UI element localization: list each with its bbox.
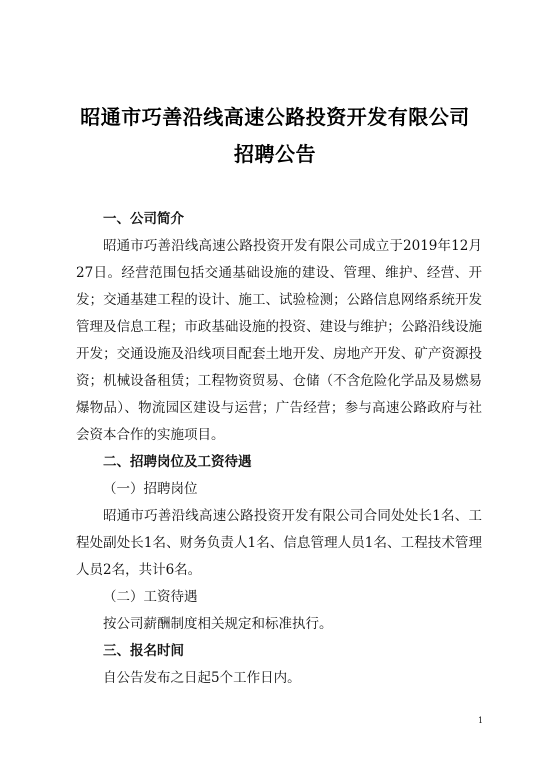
- company-intro-paragraph: 昭通市巧善沿线高速公路投资开发有限公司成立于2019年12月27日。经营范围包括交通基础设施的建设、管理、维护、经营、开发；交通基建工程的设计、施工、试验检测；公路信息网络系统开发管理及信息工程；市政基础设施的投资、建设与维护；公路沿线设施开发；交通设施及沿线项目配套土地开发、房地产开发、矿产资源投资；机械设备租赁；工程物资贸易、仓储（不含危险化学品及易燃易爆物品）、物流园区建设与运营；广告经营；参与高速公路政府与社会资本合作的实施项目。: [76, 238, 482, 443]
- section-heading-company-intro: 一、公司简介: [103, 211, 184, 227]
- page-number: 1: [478, 716, 484, 725]
- subheading-salary: （二）工资待遇: [103, 589, 198, 605]
- document-title-line1: 昭通市巧善沿线高速公路投资开发有限公司: [80, 105, 470, 129]
- salary-paragraph: 按公司薪酬制度相关规定和标准执行。: [103, 616, 333, 632]
- section-heading-positions-salary: 二、招聘岗位及工资待遇: [103, 454, 252, 470]
- positions-paragraph: 昭通市巧善沿线高速公路投资开发有限公司合同处处长1名、工程处副处长1名、财务负责人1名、信息管理人员1名、工程技术管理人员2名，共计6名。: [76, 508, 482, 578]
- document-body: [76, 206, 482, 692]
- subheading-positions: （一）招聘岗位: [103, 481, 198, 497]
- document-title-line2: 招聘公告: [234, 142, 316, 166]
- section-heading-registration-time: 三、报名时间: [103, 643, 184, 659]
- registration-time-paragraph: 自公告发布之日起5个工作日内。: [103, 670, 301, 686]
